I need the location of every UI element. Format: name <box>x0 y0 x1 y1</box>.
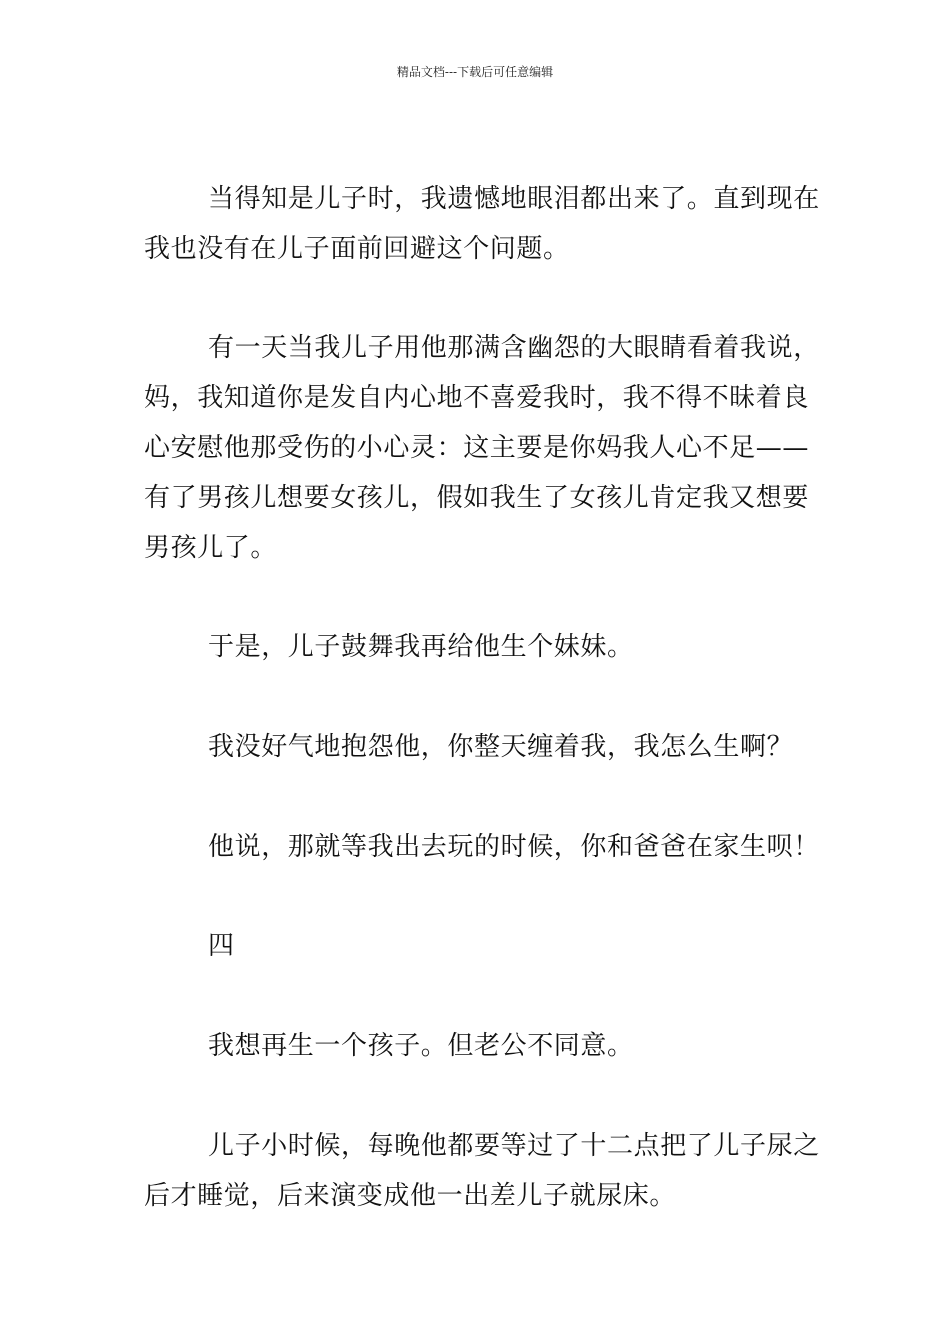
paragraph-line: 我没好气地抱怨他，你整天缠着我，我怎么生啊？ <box>208 732 794 762</box>
paragraph <box>144 174 820 274</box>
paragraph-line: 当得知是儿子时，我遗憾地眼泪都出来了。直到现在 <box>208 184 820 214</box>
paragraph-line: 心安慰他那受伤的小心灵：这主要是你妈我人心不足—— <box>144 433 810 463</box>
paragraph-line: 男孩儿了。 <box>144 533 278 563</box>
section-number <box>144 921 810 971</box>
paragraph-line: 我也没有在儿子面前回避这个问题。 <box>144 234 570 264</box>
paragraph-line: 我想再生一个孩子。但老公不同意。 <box>208 1031 634 1061</box>
paragraph-line: 后才睡觉，后来演变成他一出差儿子就尿床。 <box>144 1181 677 1211</box>
paragraph <box>144 622 810 672</box>
paragraph-line: 于是，儿子鼓舞我再给他生个妹妹。 <box>208 632 634 662</box>
paragraph-line: 儿子小时候，每晚他都要等过了十二点把了儿子尿之 <box>208 1131 820 1161</box>
paragraph <box>144 822 820 872</box>
paragraph <box>144 323 820 573</box>
page-header: 精品文档---下载后可任意编辑 <box>396 65 554 79</box>
paragraph-line: 四 <box>208 931 235 961</box>
paragraph-line: 妈，我知道你是发自内心地不喜爱我时，我不得不昧着良 <box>144 383 810 413</box>
paragraph <box>144 1021 810 1071</box>
paragraph-line: 有一天当我儿子用他那满含幽怨的大眼睛看着我说， <box>208 333 820 363</box>
paragraph-line: 有了男孩儿想要女孩儿，假如我生了女孩儿肯定我又想要 <box>144 483 810 513</box>
paragraph-line: 他说，那就等我出去玩的时候，你和爸爸在家生呗！ <box>208 832 820 862</box>
paragraph <box>144 1121 820 1221</box>
paragraph <box>144 722 810 772</box>
